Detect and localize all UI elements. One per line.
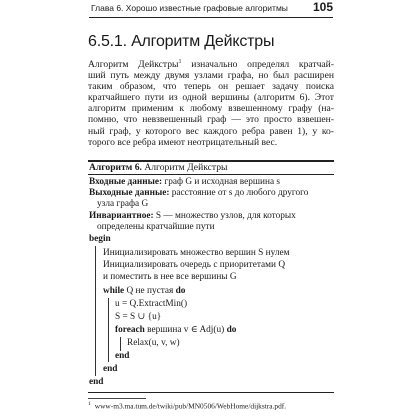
init-set-line: Инициализировать множество вершин S нулем [103, 248, 290, 258]
footnote-mark: 1 [88, 401, 91, 407]
footnote-url[interactable]: www-m3.ma.tum.de/twiki/pub/MN0506/WebHome/dijkstra.pdf. [94, 401, 287, 411]
paragraph-line: алгоритм применим к любому взвешенному графу (на- [88, 103, 334, 115]
invariant-line: Инвариантное: S — множество узлов, для которых [89, 211, 296, 221]
footnote [88, 401, 338, 410]
init-queue-line: Инициализировать очередь с приоритетами Q [103, 260, 286, 270]
footnote-reference: 1 [178, 58, 182, 65]
paragraph-line: Алгоритм Дейкстры$^1$ изначально определял кратчай- [88, 58, 334, 70]
paragraph-line: таким образом, что теперь он решает задачу поиска [88, 81, 334, 93]
foreach-end: end [115, 351, 130, 361]
output-line: Выходные данные: расстояние от s до любого другого [89, 188, 309, 198]
begin-keyword: begin [89, 234, 111, 244]
set-union-line: S = S ∪ {u} [115, 312, 162, 322]
algorithm-label: Алгоритм 6. [89, 162, 142, 173]
paragraph-line: помню, что невзвешенный граф — это просто взвешен- [88, 114, 334, 126]
begin-block-rule [95, 246, 96, 376]
foreach-line: foreach вершина v ∈ Adj(u) do [115, 325, 237, 335]
foreach-block-rule [120, 337, 121, 351]
algorithm-name: Алгоритм Дейкстры [144, 162, 228, 173]
paragraph-line: ший путь между двумя узлами графа, но был расширен [88, 70, 334, 82]
paragraph-line: кратчайшего пути из одной вершины (алгоритм 6). Этот [88, 92, 334, 104]
while-block-rule [108, 298, 109, 362]
output-line-continued: узла графа G [97, 199, 149, 209]
paragraph-line: торого все ребра имеют неотрицательный вес. [88, 136, 278, 148]
running-header [89, 2, 333, 16]
footnote-rule [88, 398, 146, 399]
chapter-title: Глава 6. Хорошо известные графовые алгоритмы [91, 3, 288, 13]
extract-min-line: u = Q.ExtractMin() [115, 299, 188, 309]
algorithm-end: end [89, 377, 104, 387]
invariant-line-continued: определены кратчайшие пути [97, 222, 215, 232]
section-title: 6.5.1. Алгоритм Дейкстры [88, 33, 275, 50]
header-rule [89, 17, 333, 18]
relax-line: Relax(u, v, w) [127, 338, 180, 348]
body-paragraph [88, 59, 334, 148]
algorithm-caption [89, 162, 227, 173]
init-queue-line-continued: и поместить в нее все вершины G [103, 272, 237, 282]
paragraph-line: ный граф, у которого вес каждого ребра равен 1), у ко- [88, 125, 334, 137]
while-end: end [103, 364, 118, 374]
algorithm-caption-rule [88, 174, 334, 175]
page-number: 105 [312, 0, 333, 14]
input-line: Входные данные: граф G и исходная вершина s [89, 177, 281, 187]
algorithm-bottom-rule [88, 392, 334, 393]
while-line: while Q не пустая do [103, 286, 186, 296]
